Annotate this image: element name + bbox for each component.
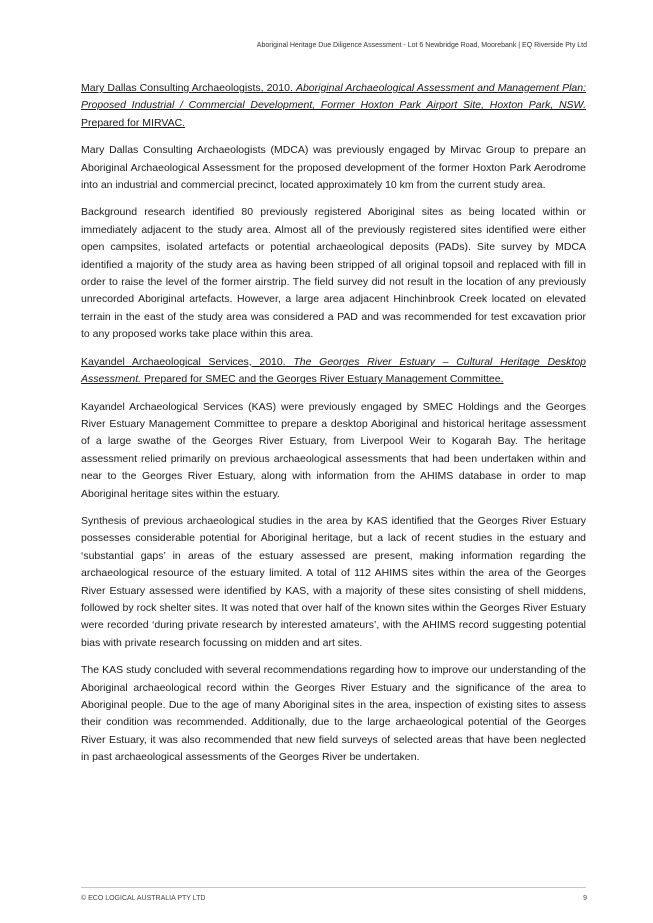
reference-suffix: Prepared for MIRVAC.: [81, 116, 186, 129]
document-body: [81, 80, 586, 777]
reference-suffix: Prepared for SMEC and the Georges River Estuary Management Committee.: [144, 373, 504, 386]
footer-divider: [81, 887, 586, 888]
paragraph: Background research identified 80 previously registered Aboriginal sites as being located within or immediately adjacent to the study area. Almost all of the previously registered sites identified were either open campsites, isolated artefacts or potential archaeological deposits (PADs). Site survey by MDCA identified a majority of the study area as having been stripped of all original topsoil and replaced with fill in order to raise the level of the former airstrip. The field survey did not result in the location of any previously unrecorded Aboriginal artefacts. However, a large area adjacent Hinchinbrook Creek located on elevated terrain in the east of the study area was considered a PAD and was recommended for test excavation prior to any proposed works take place within this area.: [81, 206, 586, 341]
reference-authors: Kayandel Archaeological Services, 2010.: [81, 355, 286, 368]
running-header: Aboriginal Heritage Due Diligence Assessment - Lot 6 Newbridge Road, Moorebank | EQ Riverside Pty Ltd: [256, 42, 587, 49]
paragraph: The KAS study concluded with several recommendations regarding how to improve our understanding of the Aboriginal archaeological record within the Georges River Estuary and the significance of the area to Aboriginal people. Due to the age of many Aboriginal sites in the area, inspection of existing sites to assess their condition was recommended. Additionally, due to the large archaeological potential of the Georges River Estuary, it was also recommended that new field surveys of selected areas that have been neglected in past archaeological assessments of the Georges River be undertaken.: [81, 664, 586, 764]
reference-heading-mdca: [81, 80, 586, 132]
reference-title: The Georges River Estuary – Cultural Heritage Desktop Assessment.: [81, 355, 586, 386]
paragraph: Kayandel Archaeological Services (KAS) were previously engaged by SMEC Holdings and the Georges River Estuary Management Committee to prepare a desktop Aboriginal and historical heritage assessment of a large swathe of the Georges River Estuary, from Liverpool Weir to Kogarah Bay. The heritage assessment relied primarily on previous archaeological assessments that had been undertaken within and near to the Georges River Estuary, along with information from the AHIMS database in order to map Aboriginal heritage sites within the estuary.: [81, 400, 586, 500]
page-number: 9: [583, 895, 587, 902]
reference-title: Aboriginal Archaeological Assessment and Management Plan: Proposed Industrial / Commercial Development, Former Hoxton Park Airport Site, Hoxton Park, NSW.: [81, 82, 586, 112]
footer-copyright: © ECO LOGICAL AUSTRALIA PTY LTD: [81, 895, 206, 902]
reference-heading-kas: [81, 354, 586, 389]
paragraph: Synthesis of previous archaeological studies in the area by KAS identified that the Georges River Estuary possesses considerable potential for Aboriginal heritage, but a lack of recent studies in the estuary and ‘substantial gaps’ in areas of the estuary assessed are present, making information regarding the archaeological resource of the estuary limited. A total of 112 AHIMS sites within the area of the Georges River Estuary assessed were identified by KAS, with a majority of these sites consisting of shell middens, followed by rock shelter sites. It was noted that over half of the known sites within the Georges River Estuary were recorded ‘during private research by interested amateurs’, with the AHIMS record suggesting potential bias with private research focussing on midden and art sites.: [81, 514, 586, 649]
paragraph: Mary Dallas Consulting Archaeologists (MDCA) was previously engaged by Mirvac Group to prepare an Aboriginal Archaeological Assessment for the proposed development of the former Hoxton Park Aerodrome into an industrial and commercial precinct, located approximately 10 km from the current study area.: [81, 144, 586, 192]
reference-authors: Mary Dallas Consulting Archaeologists, 2010.: [81, 82, 293, 94]
